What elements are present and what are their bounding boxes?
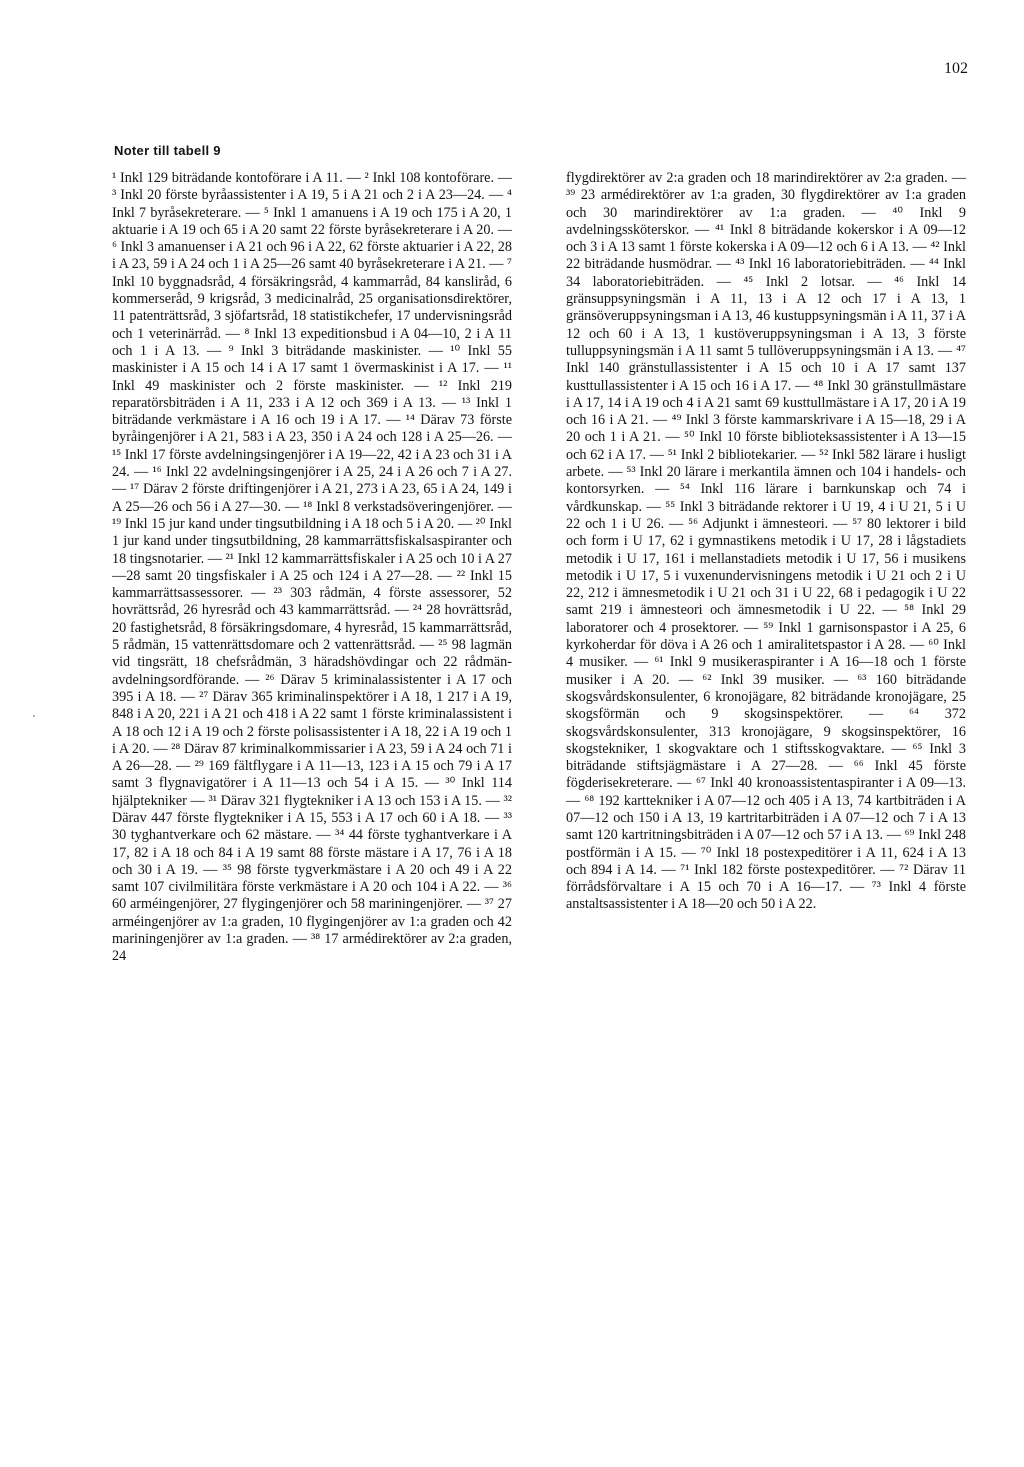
- notes-column-right: flygdirektörer av 2:a graden och 18 marindirektörer av 2:a graden. — ³⁹ 23 armédirektörer av 1:a graden, 30 flygdirektörer av 1:a graden och 30 marindirektörer av 1:a graden. — ⁴⁰ Inkl 9 avdelningssköterskor. — ⁴¹ Inkl 8 biträdande kokerskor i A 09—12 och 3 i A 13 samt 1 förste kokerska i A 09—12 och 6 i A 13. — ⁴² Inkl 22 biträdande husmödrar. — ⁴³ Inkl 16 laboratoriebiträden. — ⁴⁴ Inkl 34 laboratoriebiträden. — ⁴⁵ Inkl 2 lotsar. — ⁴⁶ Inkl 14 gränsuppsyningsmän i A 11, 13 i A 12 och 17 i A 13, 1 gränsöveruppsyningsman i A 13, 46 kustuppsyningsmän i A 11, 37 i A 12 och 60 i A 13, 1 kustöveruppsyningsman i A 13, 3 förste tulluppsyningsmän i A 11 samt 5 tullöveruppsyningsmän i A 13. — ⁴⁷ Inkl 140 gränstullassistenter i A 15 och 10 i A 17 samt 137 kusttullassistenter i A 15 och 16 i A 17. — ⁴⁸ Inkl 30 gränstullmästare i A 17, 14 i A 19 och 4 i A 21 samt 69 kusttullmästare i A 17, 20 i A 19 och 16 i A 21. — ⁴⁹ Inkl 3 förste kammarskrivare i A 15—18, 29 i A 20 och 1 i A 21. — ⁵⁰ Inkl 10 förste biblioteksassistenter i A 13—15 och 62 i A 17. — ⁵¹ Inkl 2 bibliotekarier. — ⁵² Inkl 582 lärare i husligt arbete. — ⁵³ Inkl 20 lärare i merkantila ämnen och 104 i handels- och kontorsyrken. — ⁵⁴ Inkl 116 lärare i barnkunskap och 74 i vårdkunskap. — ⁵⁵ Inkl 3 biträdande rektorer i U 19, 4 i U 21, 5 i U 22 och 1 i U 26. — ⁵⁶ Adjunkt i ämnesteori. — ⁵⁷ 80 lektorer i bild och form i U 17, 62 i gymnastikens metodik i U 17, 28 i lågstadiets metodik i U 17, 161 i mellanstadiets metodik i U 17, 56 i musikens metodik i U 17, 5 i vuxenundervisningens metodik i U 21 och 2 i U 22, 212 i ämnesmetodik i U 21 och 31 i U 22, 68 i pedagogik i U 22 samt 219 i ämnesteori och ämnesmetodik i U 22. — ⁵⁸ Inkl 29 laboratorer och 4 prosektorer. — ⁵⁹ Inkl 1 garnisonspastor i A 25, 6 kyrkoherdar för döva i A 26 och 1 amiralitetspastor i A 28. — ⁶⁰ Inkl 4 musiker. — ⁶¹ Inkl 9 musikeraspiranter i A 16—18 och 1 förste musiker i A 20. — ⁶² Inkl 39 musiker. — ⁶³ 160 biträdande skogsvårdskonsulenter, 6 kronojägare, 82 biträdande kronojägare, 25 skogsförmän och 9 skogsinspektörer. — ⁶⁴ 372 skogsvårdskonsulenter, 313 kronojägare, 9 skogsinspektörer, 16 skogstekniker, 1 skogvaktare och 1 stiftsskogvaktare. — ⁶⁵ Inkl 3 biträdande stiftsjägmästare i A 27—28. — ⁶⁶ Inkl 45 förste fögderisekreterare. — ⁶⁷ Inkl 40 kronoassistentaspiranter i A 09—13. — ⁶⁸ 192 karttekniker i A 07—12 och 405 i A 13, 74 kartbiträden i A 07—12 och 150 i A 13, 19 kartritarbiträden i A 07—12 och 7 i A 13 samt 120 kartritningsbiträden i A 07—12 och 57 i A 13. — ⁶⁹ Inkl 248 postförmän i A 15. — ⁷⁰ Inkl 18 postexpeditörer i A 11, 624 i A 13 och 894 i A 14. — ⁷¹ Inkl 182 förste postexpeditörer. — ⁷² Därav 11 förrådsförvaltare i A 15 och 70 i A 16—17. — ⁷³ Inkl 4 förste anstaltsassistenter i A 18—20 och 50 i A 22.: [566, 170, 966, 913]
- scan-speck: [33, 715, 35, 717]
- notes-column-left: ¹ Inkl 129 biträdande kontoförare i A 11. — ² Inkl 108 kontoförare. — ³ Inkl 20 förste byråassistenter i A 19, 5 i A 21 och 2 i A 23—24. — ⁴ Inkl 7 byråsekreterare. — ⁵ Inkl 1 amanuens i A 19 och 175 i A 20, 1 aktuarie i A 19 och 65 i A 20 samt 22 förste byråsekreterare i A 20. — ⁶ Inkl 3 amanuenser i A 21 och 96 i A 22, 62 förste aktuarier i A 22, 28 i A 23, 59 i A 24 och 1 i A 25—26 samt 40 byråsekreterare i A 21. — ⁷ Inkl 10 byggnadsråd, 4 försäkringsråd, 4 kammarråd, 84 kansliråd, 6 kommerseråd, 9 krigsråd, 3 medicinalråd, 25 organisationsdirektörer, 11 patenträttsråd, 3 sjöfartsråd, 18 statistikchefer, 17 undervisningsråd och 1 veterinärråd. — ⁸ Inkl 13 expeditionsbud i A 04—10, 2 i A 11 och 1 i A 13. — ⁹ Inkl 3 biträdande maskinister. — ¹⁰ Inkl 55 maskinister i A 15 och 14 i A 17 samt 1 övermaskinist i A 17. — ¹¹ Inkl 49 maskinister och 2 förste maskinister. — ¹² Inkl 219 reparatörsbiträden i A 11, 233 i A 12 och 369 i A 13. — ¹³ Inkl 1 biträdande verkmästare i A 16 och 19 i A 17. — ¹⁴ Därav 73 förste byråingenjörer i A 21, 583 i A 23, 350 i A 24 och 128 i A 25—26. — ¹⁵ Inkl 17 förste avdelningsingenjörer i A 19—22, 42 i A 23 och 31 i A 24. — ¹⁶ Inkl 22 avdelningsingenjörer i A 25, 24 i A 26 och 7 i A 27. — ¹⁷ Därav 2 förste driftingenjörer i A 21, 273 i A 23, 65 i A 24, 149 i A 25—26 och 56 i A 27—30. — ¹⁸ Inkl 8 verkstadsöveringenjörer. — ¹⁹ Inkl 15 jur kand under tingsutbildning i A 18 och 5 i A 20. — ²⁰ Inkl 1 jur kand under tingsutbildning, 28 kammarrättsfiskalsaspiranter och 18 tingsnotarier. — ²¹ Inkl 12 kammarrättsfiskaler i A 25 och 10 i A 27—28 samt 20 tingsfiskaler i A 25 och 124 i A 27—28. — ²² Inkl 15 kammarrättsassessorer. — ²³ 303 rådmän, 4 förste assessorer, 52 hovrättsråd, 26 hyresråd och 43 kammarrättsråd. — ²⁴ 28 hovrättsråd, 20 fastighetsråd, 8 försäkringsdomare, 4 hyresråd, 15 kammarrättsråd, 5 rådmän, 15 vattenrättsdomare och 2 vattenrättsråd. — ²⁵ 98 lagmän vid tingsrätt, 18 chefsrådmän, 3 häradshövdingar och 22 rådmän-avdelningsordförande. — ²⁶ Därav 5 kriminalassistenter i A 17 och 395 i A 18. — ²⁷ Därav 365 kriminalinspektörer i A 18, 1 217 i A 19, 848 i A 20, 221 i A 21 och 418 i A 22 samt 1 förste kriminalassistent i A 18 och 12 i A 19 och 2 förste polisassistenter i A 18, 22 i A 19 och 1 i A 20. — ²⁸ Därav 87 kriminalkommissarier i A 23, 59 i A 24 och 71 i A 26—28. — ²⁹ 169 fältflygare i A 11—13, 123 i A 15 och 79 i A 17 samt 3 flygnavigatörer i A 11—13 och 54 i A 15. — ³⁰ Inkl 114 hjälptekniker — ³¹ Därav 321 flygtekniker i A 13 och 153 i A 15. — ³² Därav 447 förste flygtekniker i A 15, 553 i A 17 och 60 i A 18. — ³³ 30 tyghantverkare och 62 mästare. — ³⁴ 44 förste tyghantverkare i A 17, 82 i A 18 och 84 i A 19 samt 88 förste mästare i A 17, 76 i A 18 och 30 i A 19. — ³⁵ 98 förste tygverkmästare i A 20 och 49 i A 22 samt 107 civilmilitära förste verkmästare i A 20 och 104 i A 22. — ³⁶ 60 arméingenjörer, 27 flygingenjörer och 58 mariningenjörer. — ³⁷ 27 arméingenjörer av 1:a graden, 10 flygingenjörer av 1:a graden och 42 mariningenjörer av 1:a graden. — ³⁸ 17 armédirektörer av 2:a graden, 24: [112, 170, 512, 965]
- page-number: 102: [944, 60, 968, 77]
- notes-heading: Noter till tabell 9: [114, 143, 221, 158]
